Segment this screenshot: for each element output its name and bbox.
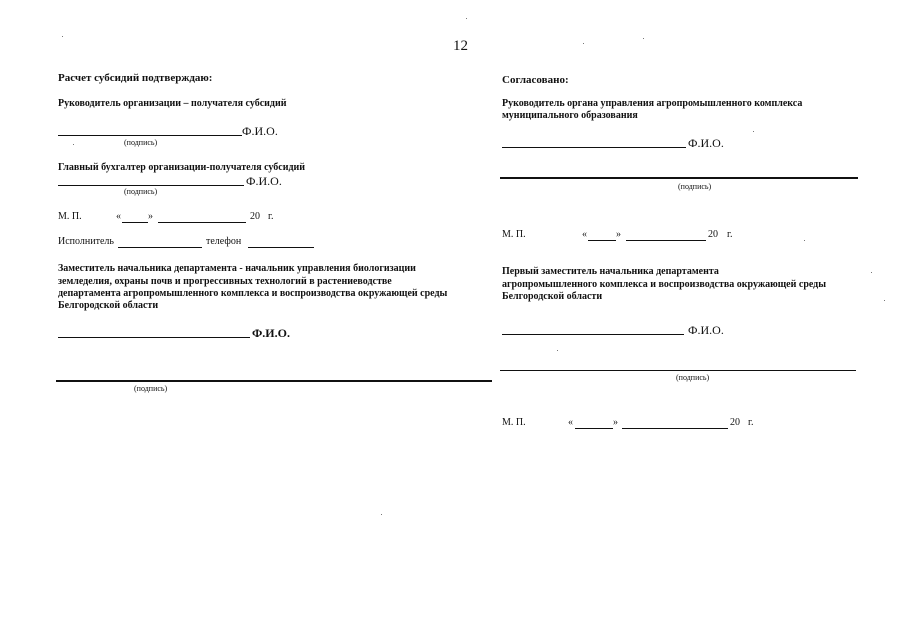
right-mp-label-2: М. П. — [502, 417, 526, 428]
scan-speck — [884, 300, 885, 301]
chief-accountant-title: Главный бухгалтер организации-получателя субсидий — [58, 162, 306, 173]
scan-speck — [62, 36, 63, 37]
recipient-head-signature-caption: (подпись) — [124, 138, 158, 147]
left-date-close-quote: » — [148, 211, 153, 222]
deputy-long-line — [56, 380, 492, 382]
first-deputy-fio: Ф.И.О. — [688, 323, 724, 337]
municipal-head-title-line-2: муниципального образования — [502, 110, 638, 121]
first-deputy-title-line-1: Первый заместитель начальника департамента — [502, 266, 719, 277]
deputy-title-line-3: департамента агропромышленного комплекса и воспроизводства окружающей среды — [58, 288, 448, 299]
first-deputy-title-line-2: агропромышленного комплекса и воспроизводства окружающей среды — [502, 279, 827, 290]
scan-speck — [557, 350, 558, 351]
first-deputy-signature-line — [502, 334, 684, 335]
municipal-head-long-line — [500, 177, 858, 179]
right-date1-month-line — [626, 240, 706, 241]
left-date-year: 20 — [250, 211, 260, 222]
right-date1-day-line — [588, 240, 616, 241]
right-date1-year-suffix: г. — [727, 229, 733, 240]
chief-accountant-signature-line — [58, 185, 244, 186]
scan-speck — [583, 43, 584, 44]
right-date1-year: 20 — [708, 229, 718, 240]
left-heading: Расчет субсидий подтверждаю: — [58, 72, 213, 84]
municipal-head-signature-caption: (подпись) — [678, 182, 712, 191]
first-deputy-long-line — [500, 370, 856, 371]
scan-speck — [381, 514, 382, 515]
right-date1-close-quote: » — [616, 229, 621, 240]
scan-speck — [871, 272, 872, 273]
right-date2-year-suffix: г. — [748, 417, 754, 428]
left-date-day-line — [122, 222, 148, 223]
right-date1-open-quote: « — [582, 229, 587, 240]
deputy-title-line-2: земледелия, охраны почв и прогрессивных технологий в растениеводстве — [58, 276, 392, 287]
deputy-signature-line — [58, 337, 250, 338]
deputy-title-line-4: Белгородской области — [58, 300, 159, 311]
chief-accountant-fio: Ф.И.О. — [246, 174, 282, 188]
right-date2-close-quote: » — [613, 417, 618, 428]
phone-label: телефон — [206, 236, 242, 247]
right-date2-year: 20 — [730, 417, 740, 428]
right-date2-day-line — [575, 428, 613, 429]
page-number: 12 — [453, 38, 468, 54]
first-deputy-signature-caption: (подпись) — [676, 373, 710, 382]
left-date-month-line — [158, 222, 246, 223]
first-deputy-title-line-3: Белгородской области — [502, 291, 603, 302]
scan-speck — [466, 18, 467, 19]
executor-label: Исполнитель — [58, 236, 114, 247]
left-date-year-suffix: г. — [268, 211, 274, 222]
right-mp-label-1: М. П. — [502, 229, 526, 240]
deputy-signature-caption: (подпись) — [134, 384, 168, 393]
deputy-title-line-1: Заместитель начальника департамента - начальник управления биологизации — [58, 263, 416, 274]
recipient-head-title: Руководитель организации – получателя субсидий — [58, 98, 287, 109]
municipal-head-signature-line — [502, 147, 686, 148]
chief-accountant-signature-caption: (подпись) — [124, 187, 158, 196]
scan-speck — [643, 38, 644, 39]
right-heading: Согласовано: — [502, 74, 569, 86]
municipal-head-fio: Ф.И.О. — [688, 136, 724, 150]
right-date2-open-quote: « — [568, 417, 573, 428]
scan-speck — [804, 240, 805, 241]
recipient-head-signature-line — [58, 135, 242, 136]
recipient-head-fio: Ф.И.О. — [242, 124, 278, 138]
scan-speck — [753, 131, 754, 132]
phone-line — [248, 247, 314, 248]
left-date-open-quote: « — [116, 211, 121, 222]
executor-line — [118, 247, 202, 248]
scan-speck — [73, 144, 74, 145]
municipal-head-title-line-1: Руководитель органа управления агропромышленного комплекса — [502, 98, 803, 109]
right-date2-month-line — [622, 428, 728, 429]
left-mp-label: М. П. — [58, 211, 82, 222]
deputy-fio: Ф.И.О. — [252, 326, 290, 340]
